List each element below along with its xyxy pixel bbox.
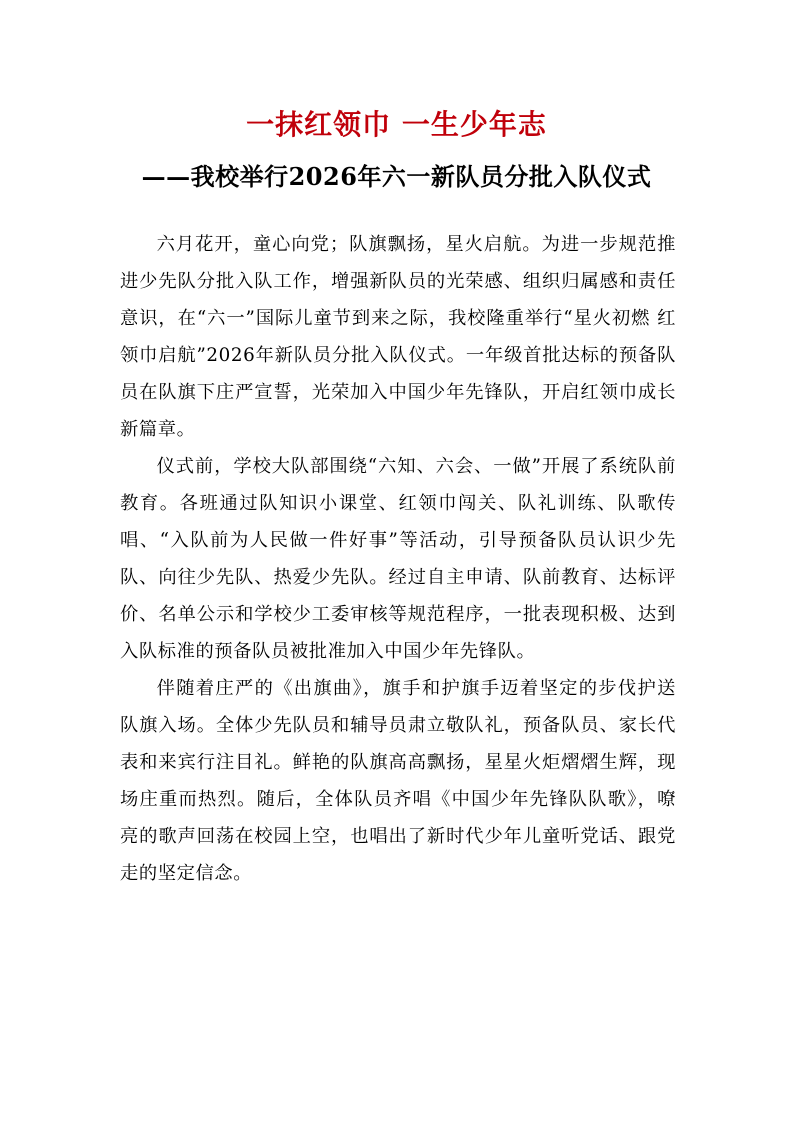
document-body bbox=[120, 226, 676, 892]
paragraph: 六月花开，童心向党；队旗飘扬，星火启航。为进一步规范推进少先队分批入队工作，增强新队员的光荣感、组织归属感和责任意识，在“六一”国际儿童节到来之际，我校隆重举行“星火初燃 红领巾启航”2026年新队员分批入队仪式。一年级首批达标的预备队员在队旗下庄严宣誓，光荣加入中国少年先锋队，开启红领巾成长新篇章。 bbox=[120, 234, 676, 440]
document-title: 一抹红领巾 一生少年志 bbox=[246, 108, 547, 141]
paragraph: 伴随着庄严的《出旗曲》，旗手和护旗手迈着坚定的步伐护送队旗入场。全体少先队员和辅导员肃立敬队礼，预备队员、家长代表和来宾行注目礼。鲜艳的队旗高高飘扬，星星火炬熠熠生辉，现场庄重而热烈。随后，全体队员齐唱《中国少年先锋队队歌》，嘹亮的歌声回荡在校园上空，也唱出了新时代少年儿童听党话、跟党走的坚定信念。 bbox=[120, 678, 676, 884]
document-subtitle: ——我校举行2026年六一新队员分批入队仪式 bbox=[141, 162, 652, 191]
paragraph: 仪式前，学校大队部围绕“六知、六会、一做”开展了系统队前教育。各班通过队知识小课堂、红领巾闯关、队礼训练、队歌传唱、“入队前为人民做一件好事”等活动，引导预备队员认识少先队、向往少先队、热爱少先队。经过自主申请、队前教育、达标评价、名单公示和学校少工委审核等规范程序，一批表现积极、达到入队标准的预备队员被批准加入中国少年先锋队。 bbox=[120, 456, 676, 662]
